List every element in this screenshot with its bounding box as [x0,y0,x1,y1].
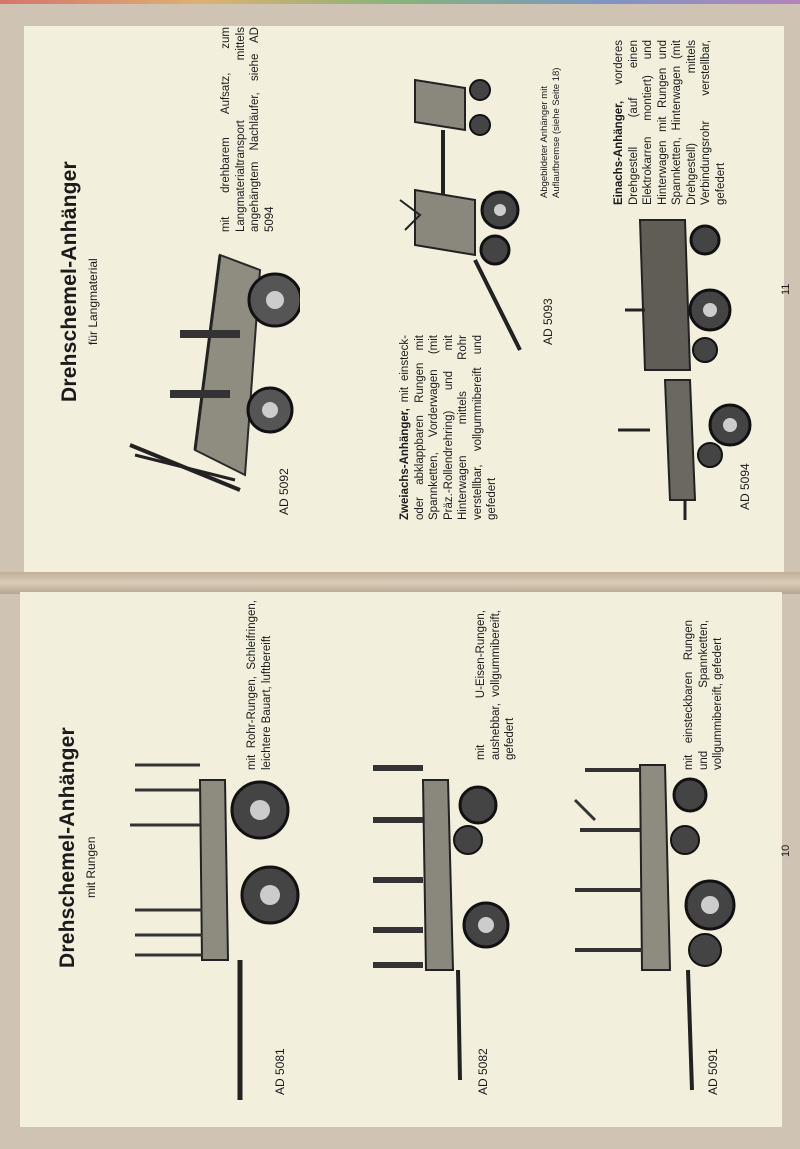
page-title: Drehschemel-Anhänger [56,727,79,968]
item-code-ad5082: AD 5082 [476,1048,490,1095]
page-fold [0,572,800,594]
trailer-illustration-ad5092 [125,250,300,500]
item-caption-ad5093: Zweiachs-Anhänger, mit einsteck- oder abklappbaren Rungen mit Spannketten, Vorderwagen (mit Präz.-Rollendrehring) und mit Hinterwagen mittels Rohr verstellbar, vollgummibereift und gefedert [399,335,498,520]
page-subtitle: für Langmaterial [86,258,100,345]
item-caption-ad5091: mit einsteckbaren Rungen und Spannketten, vollgummibereift, gefedert [683,620,724,770]
item-code-ad5081: AD 5081 [273,1048,287,1095]
item-note-ad5093: Abgebildeter Anhänger mit Auflaufbremse (siehe Seite 18) [539,67,562,198]
page-subtitle: mit Rungen [84,836,98,898]
trailer-illustration-ad5093 [395,60,530,355]
item-caption-ad5081: mit Rohr-Rungen, Schleifringen, leichtere Bauart, luftbereift [246,600,273,770]
scan-color-edge [0,0,800,4]
item-code-ad5093: AD 5093 [541,298,555,345]
item-code-ad5091: AD 5091 [706,1048,720,1095]
trailer-illustration-ad5082 [368,760,518,1090]
page-number: 11 [780,283,792,295]
item-caption-ad5094: Einachs-Anhänger, vorderes Drehgestell (auf einen Elektrokarren montiert) und Hinterwagen mit Rungen und Spannketten, Hinterwagen (mit Drehgestell) mittels Verbindungsrohr verstellbar, gefedert [613,40,727,205]
item-code-ad5092: AD 5092 [277,468,291,515]
page-title: Drehschemel-Anhänger [58,161,81,402]
page-number: 10 [780,844,792,857]
item-caption-ad5082: mit U-Eisen-Rungen, aushebbar, vollgummibereift, gefedert [475,610,516,760]
item-code-ad5094: AD 5094 [738,463,752,510]
item-caption-ad5092: mit drehbarem Aufsatz, zum Langmaterialtransport mittels angehängtem Nachläufer, siehe AD 5094 [220,27,276,232]
